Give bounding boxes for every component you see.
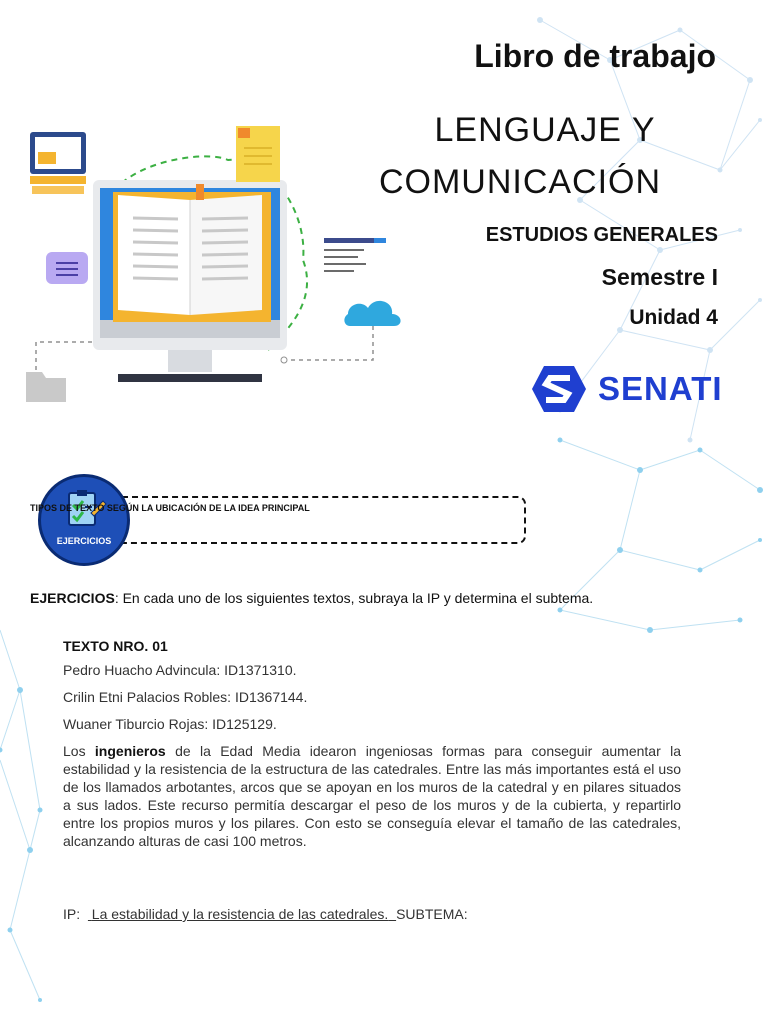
subject-title-line2: COMUNICACIÓN xyxy=(378,163,662,201)
instructions-label: EJERCICIOS xyxy=(30,590,115,606)
computer-book-illustration xyxy=(18,120,418,410)
subject-title-line1: LENGUAJE Y xyxy=(434,111,656,149)
subtema-label: SUBTEMA: xyxy=(396,906,468,922)
ip-answer-line xyxy=(63,906,743,922)
paragraph-bold-word: ingenieros xyxy=(94,743,166,759)
text-paragraph xyxy=(63,742,681,850)
instructions-text: : En cada uno de los siguientes textos, subraya la IP y determina el subtema. xyxy=(114,590,594,606)
program-label: ESTUDIOS GENERALES xyxy=(485,224,718,246)
ip-value xyxy=(88,906,396,922)
ip-label: IP: xyxy=(63,906,81,922)
student-name-1: Pedro Huacho Advincula: ID1371310. xyxy=(63,662,297,678)
subject-title xyxy=(360,104,680,208)
ejercicios-badge-label: EJERCICIOS xyxy=(56,536,112,546)
ejercicios-badge xyxy=(38,474,130,566)
student-name-3: Wuaner Tiburcio Rojas: ID125129. xyxy=(63,716,277,732)
instructions xyxy=(30,590,750,606)
ip-value-text: La estabilidad y la resistencia de las catedrales. xyxy=(91,906,389,922)
section-title: TIPOS DE TEXTO SEGÚN LA UBICACIÓN DE LA IDEA PRINCIPAL xyxy=(30,503,310,513)
senati-logo-icon xyxy=(530,364,588,414)
unit-label: Unidad 4 xyxy=(629,306,718,329)
paragraph-start: Los xyxy=(63,743,95,759)
paragraph-rest: de la Edad Media idearon ingeniosas formas para conseguir aumentar la estabilidad y la resistencia de la estructura de las catedrales. Entre las más importantes está el uso de los llamados arbotantes, arcos que se apoyan en los muros de la catedral y en pilares situados a sus lados. Este recurso permitía descargar el peso de los muros y de la cubierta, y repartirlo entre los propios muros y los pilares. Con esto se conseguía elevar el tamaño de las catedrales, alcanzando alturas de casi 100 metros. xyxy=(63,743,681,849)
student-name-2: Crilin Etni Palacios Robles: ID1367144. xyxy=(63,689,308,705)
text-title: TEXTO NRO. 01 xyxy=(63,638,168,654)
senati-logo-text: SENATI xyxy=(598,370,723,407)
book-title: Libro de trabajo xyxy=(474,38,716,74)
semester-label: Semestre I xyxy=(601,264,718,290)
